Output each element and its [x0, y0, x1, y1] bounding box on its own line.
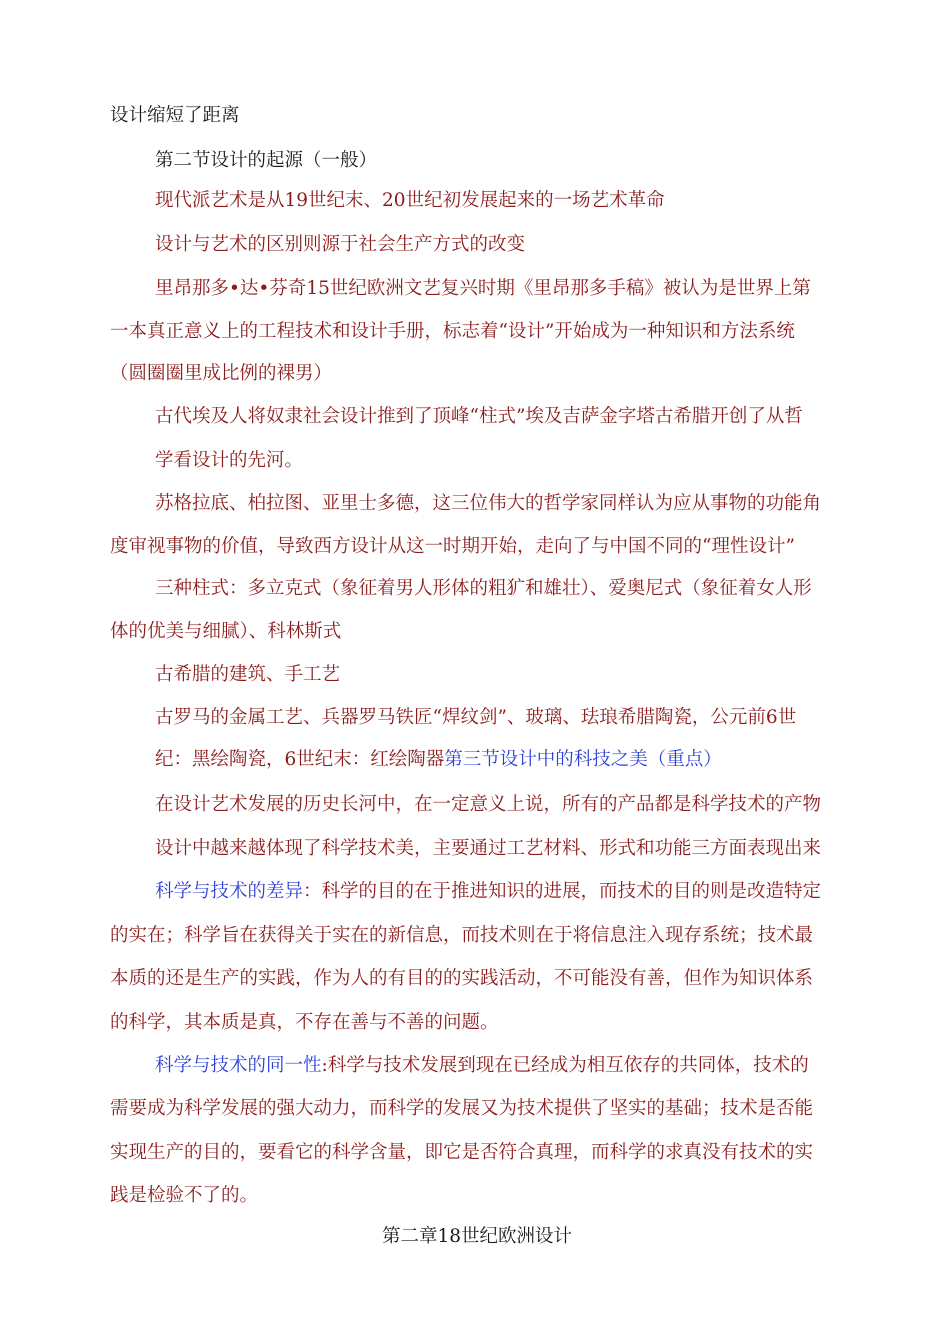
paragraph-line: 古罗马的金属工艺、兵器罗马铁匠“焊纹剑”、玻璃、珐琅希腊陶瓷，公元前6世: [155, 707, 797, 728]
section-heading: 第三节设计中的科技之美（重点）: [444, 749, 722, 770]
text-run: :科学与技术发展到现在已经成为相互依存的共同体，技术的: [321, 1055, 809, 1076]
text-run: 纪：黑绘陶瓷，6世纪末：红绘陶器: [155, 749, 445, 770]
paragraph-line: 体的优美与细腻）、科林斯式: [110, 621, 342, 642]
paragraph-line: 的实在；科学旨在获得关于实在的新信息，而技术则在于将信息注入现存系统；技术最: [110, 925, 814, 946]
paragraph-line: 学看设计的先河。: [155, 450, 304, 471]
paragraph-line: 的科学，其本质是真，不存在善与不善的问题。: [110, 1012, 499, 1033]
paragraph: 现代派艺术是从19世纪末、20世纪初发展起来的一场艺术革命: [155, 190, 665, 211]
text-run: ：科学的目的在于推进知识的进展，而技术的目的则是改造特定: [303, 881, 822, 902]
paragraph: 在设计艺术发展的历史长河中，在一定意义上说，所有的产品都是科学技术的产物: [155, 794, 822, 815]
paragraph-line: 里昂那多•达•芬奇15世纪欧洲文艺复兴时期《里昂那多手稿》被认为是世界上第: [155, 278, 811, 299]
paragraph-line: [155, 748, 722, 772]
text-line: 设计缩短了距离: [110, 105, 240, 126]
paragraph-line: [155, 1054, 809, 1078]
paragraph-line: 需要成为科学发展的强大动力，而科学的发展又为技术提供了坚实的基础；技术是否能: [110, 1098, 814, 1119]
paragraph-line: 本质的还是生产的实践，作为人的有目的的实践活动，不可能没有善，但作为知识体系: [110, 968, 814, 989]
paragraph: 设计与艺术的区别则源于社会生产方式的改变: [155, 234, 526, 255]
paragraph-line: 实现生产的目的，要看它的科学含量，即它是否符合真理，而科学的求真没有技术的实: [110, 1142, 814, 1163]
paragraph-line: 古代埃及人将奴隶社会设计推到了顶峰“柱式”埃及吉萨金字塔古希腊开创了从哲: [155, 406, 803, 427]
paragraph-line: [155, 880, 821, 904]
paragraph: 设计中越来越体现了科学技术美，主要通过工艺材料、形式和功能三方面表现出来: [155, 838, 822, 859]
term-label: 科学与技术的差异: [155, 881, 304, 902]
chapter-heading: 第二章18世纪欧洲设计: [382, 1226, 573, 1247]
paragraph-line: 度审视事物的价值，导致西方设计从这一时期开始，走向了与中国不同的“理性设计”: [110, 536, 795, 557]
paragraph-line: 一本真正意义上的工程技术和设计手册，标志着“设计”开始成为一种知识和方法系统: [110, 321, 795, 342]
paragraph-line: 三种柱式：多立克式（象征着男人形体的粗犷和雄壮）、爱奥尼式（象征着女人形: [155, 578, 812, 599]
term-label: 科学与技术的同一性: [155, 1055, 322, 1076]
paragraph-line: 践是检验不了的。: [110, 1185, 259, 1206]
section-heading: 第二节设计的起源（一般）: [155, 150, 378, 171]
paragraph-line: 苏格拉底、柏拉图、亚里士多德，这三位伟大的哲学家同样认为应从事物的功能角: [155, 493, 822, 514]
paragraph-line: （圆圈圈里成比例的裸男）: [110, 363, 333, 384]
paragraph: 古希腊的建筑、手工艺: [155, 664, 341, 685]
